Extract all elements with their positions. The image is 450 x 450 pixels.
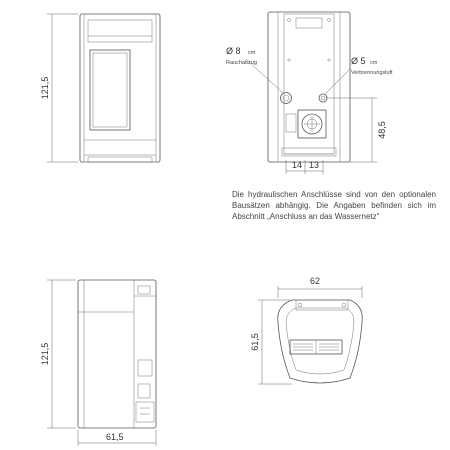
rear-right-offset-label: 13 bbox=[309, 160, 320, 170]
air-diameter: Ø 5 bbox=[351, 56, 366, 66]
top-width-label: 62 bbox=[309, 276, 321, 286]
side-depth-label: 61,5 bbox=[106, 432, 124, 442]
side-height-dimension bbox=[40, 280, 76, 428]
air-inlet-icon bbox=[319, 94, 327, 102]
air-label bbox=[351, 56, 393, 76]
hydraulic-note: Die hydraulischen Anschlüsse sind von den optionalen Bausätzen abhängig. Die Angaben befinden sich im Abschnitt „Anschluss an das Wassernetz“ bbox=[232, 190, 436, 221]
rear-left-offset-label: 14 bbox=[292, 160, 303, 170]
side-depth-dimension bbox=[78, 430, 156, 446]
front-view bbox=[80, 14, 160, 162]
rear-view bbox=[268, 12, 350, 162]
top-view bbox=[278, 300, 362, 383]
front-height-label: 121,5 bbox=[40, 76, 50, 100]
flue-diameter: Ø 8 bbox=[226, 46, 241, 56]
flue-unit: cm bbox=[248, 50, 256, 56]
flue-outlet-icon bbox=[281, 93, 292, 104]
top-width-dimension bbox=[278, 276, 362, 298]
rear-height-dimension bbox=[326, 98, 387, 162]
air-name: Verbrennungsluft bbox=[351, 70, 393, 76]
rear-height-label: 48,5 bbox=[377, 121, 387, 139]
top-depth-label: 61,5 bbox=[250, 333, 260, 351]
side-height-label: 121,5 bbox=[40, 342, 50, 366]
flue-label bbox=[226, 46, 257, 66]
air-unit: cm bbox=[370, 60, 378, 66]
flue-name: Rauchabzug bbox=[226, 60, 257, 66]
side-view bbox=[78, 280, 156, 428]
top-depth-dimension bbox=[250, 300, 292, 384]
front-height-dimension bbox=[40, 14, 78, 162]
